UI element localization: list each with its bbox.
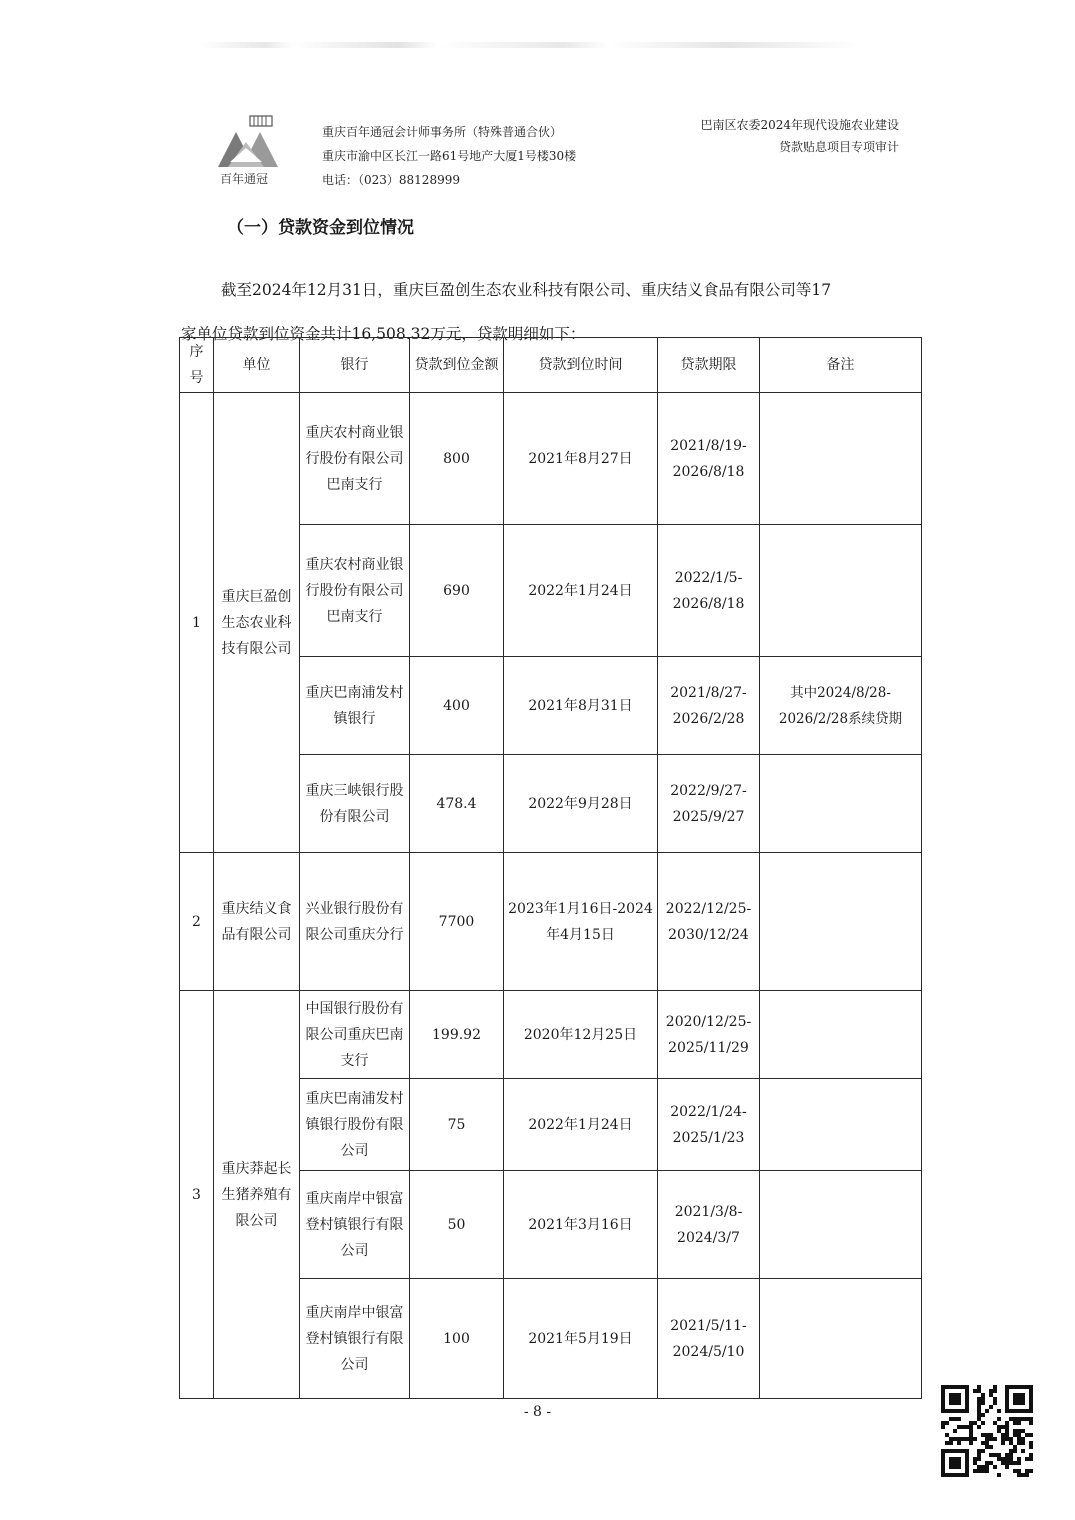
cell-date: 2022年1月24日 [504,1079,658,1171]
firm-info [322,120,576,192]
cell-bank: 兴业银行股份有限公司重庆分行 [300,853,410,991]
cell-bank: 重庆农村商业银行股份有限公司巴南支行 [300,525,410,657]
col-header-amount: 贷款到位金额 [410,338,504,393]
cell-amount: 199.92 [410,991,504,1079]
cell-date: 2022年9月28日 [504,755,658,853]
cell-date: 2020年12月25日 [504,991,658,1079]
qr-code [941,1385,1033,1477]
cell-term: 2022/1/24-2025/1/23 [658,1079,760,1171]
cell-bank: 重庆农村商业银行股份有限公司巴南支行 [300,393,410,525]
cell-note: 其中2024/8/28-2026/2/28系续贷期 [760,657,922,755]
cell-date: 2021年3月16日 [504,1171,658,1279]
project-title-line2: 贷款贴息项目专项审计 [778,140,899,154]
cell-term: 2021/8/19-2026/8/18 [658,393,760,525]
cell-term: 2021/5/11-2024/5/10 [658,1279,760,1399]
cell-date: 2021年5月19日 [504,1279,658,1399]
cell-amount: 800 [410,393,504,525]
cell-unit: 重庆结义食品有限公司 [214,853,300,991]
firm-address: 重庆市渝中区长江一路61号地产大厦1号楼30楼 [322,149,577,163]
firm-name: 重庆百年通冠会计师事务所（特殊普通合伙） [322,125,563,139]
cell-note [760,525,922,657]
cell-term: 2022/12/25-2030/12/24 [658,853,760,991]
cell-bank: 重庆南岸中银富登村镇银行有限公司 [300,1171,410,1279]
paragraph-line-2: 家单位贷款到位资金共计16,508.32万元，贷款明细如下： [181,325,586,343]
cell-seq: 2 [180,853,214,991]
table-row [180,853,922,991]
loan-table [179,337,922,1399]
cell-amount: 100 [410,1279,504,1399]
cell-date: 2021年8月27日 [504,393,658,525]
col-header-note: 备注 [760,338,922,393]
cell-date: 2023年1月16日-2024年4月15日 [504,853,658,991]
project-title [700,114,899,158]
page-number: - 8 - [523,1404,552,1420]
cell-bank: 中国银行股份有限公司重庆巴南支行 [300,991,410,1079]
cell-bank: 重庆巴南浦发村镇银行 [300,657,410,755]
cell-note [760,853,922,991]
cell-amount: 478.4 [410,755,504,853]
paragraph-line-1: 截至2024年12月31日，重庆巨盈创生态农业科技有限公司、重庆结义食品有限公司等17 [221,281,832,299]
col-header-seq: 序号 [180,338,214,393]
col-header-term: 贷款期限 [658,338,760,393]
table-header-row [180,338,922,393]
project-title-line1: 巴南区农委2024年现代设施农业建设 [700,118,899,132]
cell-term: 2020/12/25-2025/11/29 [658,991,760,1079]
cell-bank: 重庆巴南浦发村镇银行股份有限公司 [300,1079,410,1171]
scan-artifact [200,42,860,48]
cell-unit: 重庆莽起长生猪养殖有限公司 [214,991,300,1399]
col-header-date: 贷款到位时间 [504,338,658,393]
cell-amount: 7700 [410,853,504,991]
cell-amount: 400 [410,657,504,755]
cell-note [760,1171,922,1279]
cell-term: 2021/3/8-2024/3/7 [658,1171,760,1279]
col-header-unit: 单位 [214,338,300,393]
cell-seq: 1 [180,393,214,853]
table-row [180,393,922,525]
cell-seq: 3 [180,991,214,1399]
cell-date: 2022年1月24日 [504,525,658,657]
section-title: （一）贷款资金到位情况 [227,218,414,238]
cell-note [760,755,922,853]
cell-amount: 75 [410,1079,504,1171]
firm-phone: 电话：（023）88128999 [322,173,460,187]
cell-note [760,393,922,525]
cell-term: 2021/8/27-2026/2/28 [658,657,760,755]
cell-amount: 50 [410,1171,504,1279]
table-body [180,393,922,1399]
cell-bank: 重庆三峡银行股份有限公司 [300,755,410,853]
table-row [180,991,922,1079]
cell-term: 2022/9/27-2025/9/27 [658,755,760,853]
cell-date: 2021年8月31日 [504,657,658,755]
col-header-bank: 银行 [300,338,410,393]
logo-caption: 百年通冠 [220,172,269,186]
cell-note [760,991,922,1079]
cell-note [760,1279,922,1399]
cell-term: 2022/1/5-2026/8/18 [658,525,760,657]
cell-amount: 690 [410,525,504,657]
cell-bank: 重庆南岸中银富登村镇银行有限公司 [300,1279,410,1399]
cell-unit: 重庆巨盈创生态农业科技有限公司 [214,393,300,853]
cell-note [760,1079,922,1171]
